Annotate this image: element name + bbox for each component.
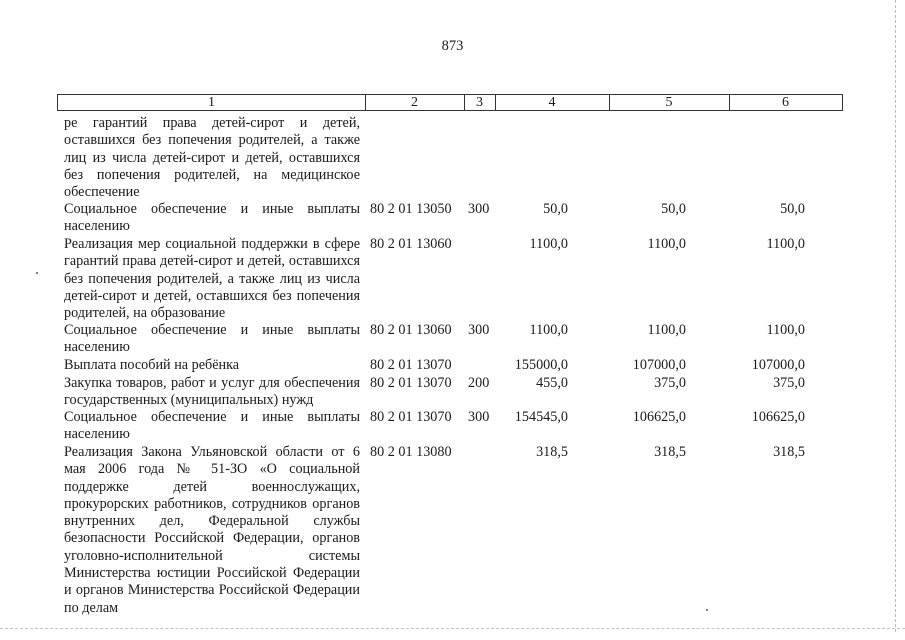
scan-speck [36, 272, 38, 274]
row-value-col4: 50,0 [543, 201, 568, 217]
row-value-col6: 1100,0 [766, 322, 805, 338]
row-value-col6: 1100,0 [766, 236, 805, 252]
row-code: 80 2 01 13070 [370, 409, 452, 425]
row-value-col6: 375,0 [773, 375, 805, 391]
row-value-col5: 107000,0 [632, 357, 686, 373]
page-number: 873 [441, 38, 464, 54]
header-col-5: 5 [665, 95, 673, 110]
row-code: 80 2 01 13060 [370, 236, 452, 252]
row-name: Социальное обеспечение и иные выплаты населению [64, 409, 360, 443]
row-type: 300 [468, 201, 490, 217]
header-col-6: 6 [782, 95, 789, 110]
row-value-col4: 1100,0 [529, 236, 568, 252]
row-value-col4: 155000,0 [514, 357, 568, 373]
row-type: 300 [468, 409, 490, 425]
header-col-1: 1 [208, 95, 215, 110]
scan-speck [706, 609, 708, 611]
row-code: 80 2 01 13050 [370, 201, 452, 217]
row-value-col5: 375,0 [654, 375, 686, 391]
header-col-3: 3 [476, 95, 483, 110]
page-edge-right [895, 0, 896, 632]
header-col-2: 2 [411, 95, 418, 110]
row-value-col4: 154545,0 [514, 409, 568, 425]
row-value-col4: 318,5 [536, 444, 568, 460]
row-value-col4: 455,0 [536, 375, 568, 391]
row-value-col6: 318,5 [773, 444, 805, 460]
row-name: Социальное обеспечение и иные выплаты населению [64, 322, 360, 356]
header-col-4: 4 [548, 95, 556, 110]
row-value-col5: 50,0 [661, 201, 686, 217]
row-name: Выплата пособий на ребёнка [64, 357, 240, 373]
row-name: ре гарантий права детей-сирот и детей, оставшихся без попечения родителей, а также лиц из числа детей-сирот и детей, оставшихся без попечения родителей, на медицинское обеспечение [64, 115, 360, 201]
row-value-col6: 107000,0 [751, 357, 805, 373]
row-type: 200 [468, 375, 490, 391]
row-value-col6: 106625,0 [751, 409, 805, 425]
row-value-col5: 1100,0 [647, 322, 686, 338]
row-value-col5: 1100,0 [647, 236, 686, 252]
row-code: 80 2 01 13070 [370, 375, 452, 391]
table-header-row [57, 94, 843, 111]
row-value-col4: 1100,0 [529, 322, 568, 338]
row-value-col5: 318,5 [654, 444, 686, 460]
row-name: Реализация мер социальной поддержки в сфере гарантий права детей-сирот и детей, оставшихся без попечения родителей, а также лиц из числа детей-сирот и детей, оставшихся без попечения родителей, на образование [64, 236, 360, 322]
page-edge-bottom [0, 628, 905, 629]
row-name: Реализация Закона Ульяновской области от 6 мая 2006 года № 51-ЗО «О социальной поддержке детей военнослужащих, прокурорских работников, сотрудников органов внутренних дел, Федеральной службы безопасности Российской Федерации, органов уголовно-исполнительной системы Министерства юстиции Российской Федерации и органов Министерства Российской Федерации по делам [64, 444, 360, 616]
row-code: 80 2 01 13080 [370, 444, 452, 460]
row-name: Социальное обеспечение и иные выплаты населению [64, 201, 360, 235]
row-type: 300 [468, 322, 490, 338]
row-code: 80 2 01 13070 [370, 357, 452, 373]
row-name: Закупка товаров, работ и услуг для обеспечения государственных (муниципальных) нужд [64, 375, 360, 409]
row-value-col5: 106625,0 [632, 409, 686, 425]
row-code: 80 2 01 13060 [370, 322, 452, 338]
row-value-col6: 50,0 [780, 201, 805, 217]
